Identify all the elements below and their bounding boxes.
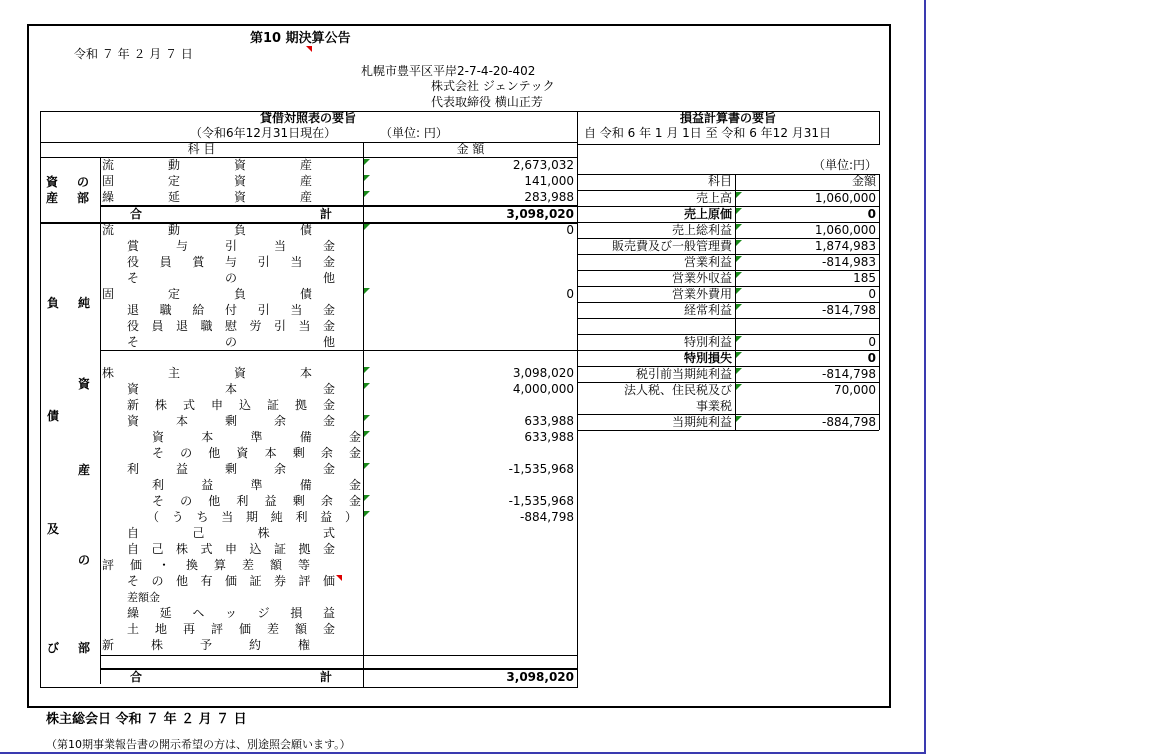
comment-marker (306, 46, 312, 52)
cell-marker (736, 384, 742, 390)
bs-col-amount: 金 額 (456, 142, 485, 156)
pl-row-value: -884,798 (822, 415, 876, 429)
pl-unit: （単位:円） (812, 158, 877, 172)
cell-marker (736, 352, 742, 358)
bs-row: 新株式申込証拠金 (127, 398, 335, 412)
pl-row-name: 事業税 (695, 399, 732, 413)
bs-row: 土地再評価差額金 (127, 622, 335, 636)
cell-marker (736, 240, 742, 246)
asset-total: 3,098,020 (506, 207, 574, 221)
cell-marker (736, 224, 742, 230)
pl-period: 自 令和 6 年 1 月 1日 至 令和 6 年12 月31日 (584, 126, 832, 140)
pl-row-value: 70,000 (834, 383, 876, 397)
meeting-date: 株主総会日 令和 ７ 年 ２ 月 ７ 日 (46, 712, 247, 727)
pl-row-value: 0 (868, 287, 876, 301)
pl-row-value: -814,983 (822, 255, 876, 269)
bs-row: その他利益剰余金 (152, 494, 361, 508)
bs-row: 自己株式 (127, 526, 335, 540)
bs-row: 役員賞与引当金 (127, 255, 335, 269)
pl-row-name: 営業外収益 (671, 271, 732, 285)
pl-row-value: -814,798 (822, 303, 876, 317)
pl-row-name: 売上総利益 (671, 223, 732, 237)
pl-row-value: 0 (868, 335, 876, 349)
pl-row-value: 185 (853, 271, 876, 285)
bs-row: 資本準備金 (152, 430, 361, 444)
bs-row: 繰延ヘッジ損益 (127, 606, 335, 620)
grand-total: 3,098,020 (506, 670, 574, 684)
bs-row: 賞与引当金 (127, 239, 335, 253)
pl-row-name: 売上原価 (683, 207, 732, 221)
bs-row: 自己株式申込証拠金 (127, 542, 335, 556)
cell-marker (736, 336, 742, 342)
cell-marker (736, 288, 742, 294)
cell-marker (736, 416, 742, 422)
cell-marker (736, 272, 742, 278)
cell-marker (736, 304, 742, 310)
bs-unit: （単位: 円） (380, 126, 448, 140)
company-name: 株式会社 ジェンテック (431, 79, 555, 93)
bs-row: その他有価証券評価 (127, 574, 335, 588)
bs-row: 固定負債 (102, 287, 312, 301)
company-address: 札幌市豊平区平岸2-7-4-20-402 (361, 64, 536, 78)
representative: 代表取締役 横山正芳 (431, 95, 543, 109)
pl-col-amount: 金額 (851, 174, 876, 188)
bs-row: 退職給付引当金 (127, 303, 335, 317)
pl-row-name: 経常利益 (683, 303, 732, 317)
pl-row-name: 営業外費用 (671, 287, 732, 301)
announcement-date: 令和 ７ 年 ２ 月 ７ 日 (74, 47, 193, 61)
bs-title: 貸借対照表の要旨 (260, 111, 357, 125)
pl-row-value: 1,874,983 (814, 239, 876, 253)
bs-row: 株主資本 (102, 366, 312, 380)
bs-row: 評価・換算差額等 (102, 558, 310, 572)
bs-row: 新株予約権 (102, 638, 310, 652)
pl-row-name: 法人税、住民税及び (623, 383, 732, 397)
bs-row: その他 (127, 335, 335, 349)
pl-row-name: 営業利益 (683, 255, 732, 269)
pl-row-value: -814,798 (822, 367, 876, 381)
bs-row: 資本剰余金 (127, 414, 335, 428)
cell-marker (736, 368, 742, 374)
bs-row: 繰延資産 (102, 190, 312, 204)
pl-row-name: 売上高 (695, 191, 732, 205)
pl-row-name: 税引前当期純利益 (635, 367, 732, 381)
bs-row: 固定資産 (102, 174, 312, 188)
bs-col-subject: 科 目 (187, 142, 216, 156)
bs-row: 資本金 (127, 382, 335, 396)
cell-marker (736, 192, 742, 198)
bs-row: その他資本剰余金 (152, 446, 361, 460)
pl-row-value: 0 (867, 207, 876, 221)
pl-col-subject: 科目 (707, 174, 732, 188)
bs-row: （うち当期純利益） (147, 510, 357, 524)
bs-row: 差額金 (127, 591, 160, 604)
pl-title: 損益計算書の要旨 (679, 111, 776, 125)
bs-row: その他 (127, 271, 335, 285)
bs-row: 利益準備金 (152, 478, 361, 492)
footer-note: （第10期事業報告書の開示希望の方は、別途照会願います。） (46, 738, 351, 751)
bs-row: 役員退職慰労引当金 (127, 319, 335, 333)
bs-row: 流動資産 (102, 158, 312, 172)
pl-row-name: 販売費及び一般管理費 (611, 239, 732, 253)
pl-row-name: 特別損失 (683, 351, 732, 365)
bs-row: 流動負債 (102, 223, 312, 237)
pl-row-value: 1,060,000 (814, 191, 876, 205)
bs-as-of: （令和6年12月31日現在） (190, 126, 337, 140)
cell-marker (736, 208, 742, 214)
bs-row: 利益剰余金 (127, 462, 335, 476)
pl-row-value: 1,060,000 (814, 223, 876, 237)
cell-marker (736, 256, 742, 262)
document-title: 第10 期決算公告 (250, 31, 351, 46)
pl-row-name: 当期純利益 (671, 415, 732, 429)
pl-row-name: 特別利益 (683, 335, 732, 349)
pl-row-value: 0 (867, 351, 876, 365)
